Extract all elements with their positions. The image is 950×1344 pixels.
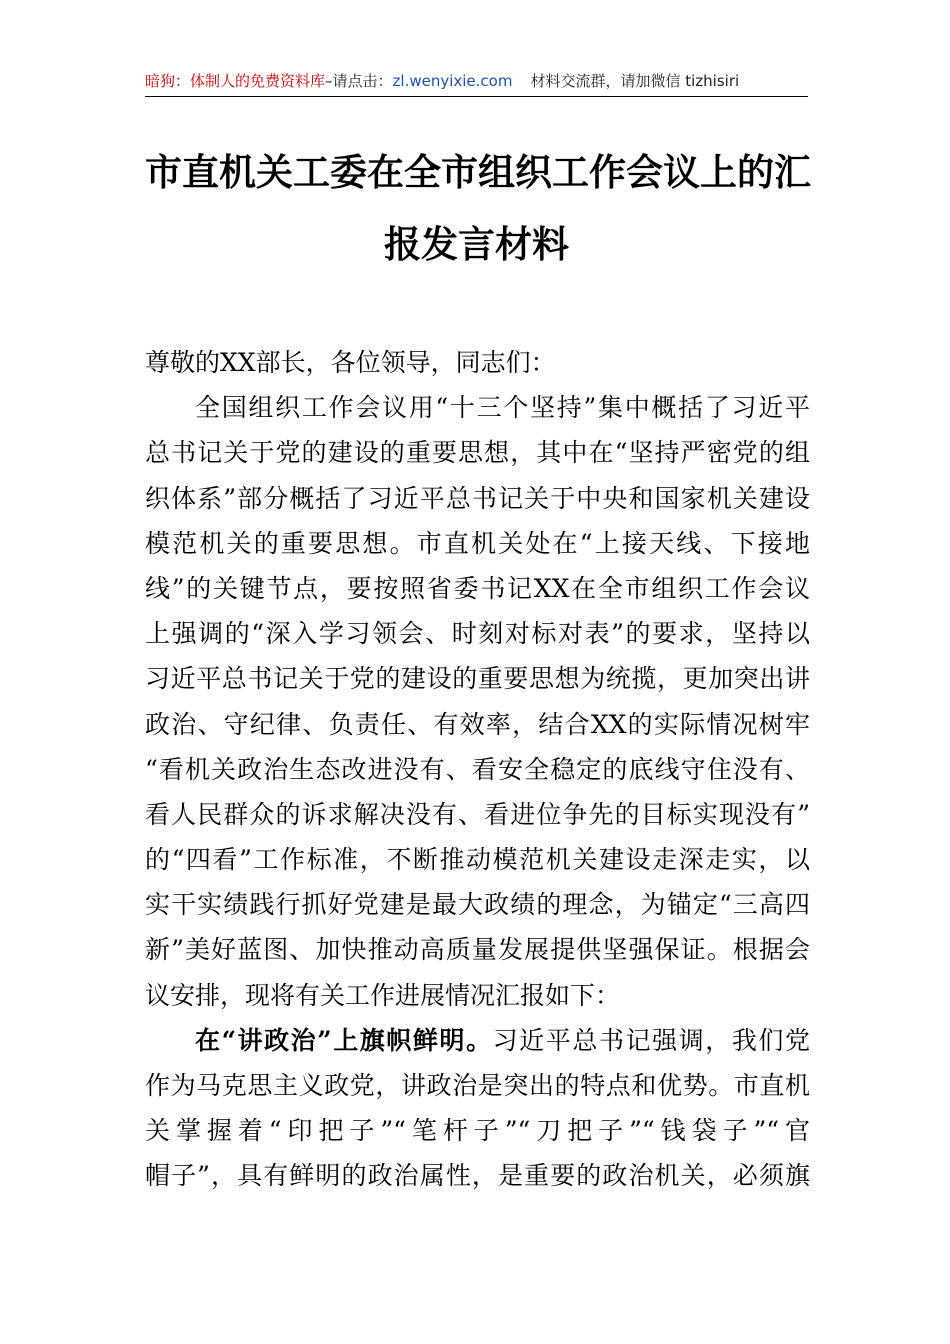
paragraph-line: 帽子”，具有鲜明的政治属性，是重要的政治机关，必须旗: [145, 1161, 810, 1191]
paragraph-line: 总书记关于党的建设的重要思想，其中在“坚持严密党的组: [145, 438, 810, 468]
paragraph-line: 上强调的“深入学习领会、时刻对标对表”的要求，坚持以: [145, 619, 810, 649]
paragraph-line: 实干实绩践行抓好党建是最大政绩的理念，为锚定“三高四: [145, 890, 810, 920]
paragraph-line: 模范机关的重要思想。市直机关处在“上接天线、下接地: [145, 528, 810, 558]
document-body: [145, 340, 810, 1199]
header-url-link[interactable]: zl.wenyixie.com: [392, 72, 513, 90]
section-heading-rest: 习近平总书记强调，我们党: [492, 1025, 810, 1055]
paragraph-line: 关掌握着“印把子”“笔杆子”“刀把子”“钱袋子”“官: [145, 1116, 810, 1146]
paragraph-line: “看机关政治生态改进没有、看安全稳定的底线守住没有、: [145, 754, 810, 784]
paragraph-line: 作为马克思主义政党，讲政治是突出的特点和优势。市直机: [145, 1071, 810, 1100]
header-group-info: 材料交流群，请加微信 tizhisiri: [530, 72, 740, 90]
paragraph-line: 新”美好蓝图、加快推动高质量发展提供坚强保证。根据会: [145, 935, 810, 965]
section-heading-line: [145, 1018, 810, 1063]
document-title-line-1: 市直机关工委在全市组织工作会议上的汇: [145, 150, 811, 194]
paragraph-line: 全国组织工作会议用“十三个坚持”集中概括了习近平: [195, 393, 810, 423]
paragraph-line: 看人民群众的诉求解决没有、看进位争先的目标实现没有”: [145, 799, 810, 829]
page-header: [145, 66, 808, 97]
salutation: 尊敬的XX部长，各位领导，同志们：: [145, 348, 556, 377]
paragraph-line: 的“四看”工作标准，不断推动模范机关建设走深走实，以: [145, 845, 810, 875]
header-site-name: 暗狗：体制人的免费资料库: [145, 72, 326, 90]
paragraph-line: 议安排，现将有关工作进展情况汇报如下：: [145, 980, 621, 1010]
paragraph-line: 织体系”部分概括了习近平总书记关于中央和国家机关建设: [145, 483, 810, 513]
section-heading: 在“讲政治”上旗帜鲜明。: [195, 1025, 493, 1055]
paragraph-line: 政治、守纪律、负责任、有效率，结合XX的实际情况树牢: [145, 709, 810, 739]
paragraph-line: 线”的关键节点，要按照省委书记XX在全市组织工作会议: [145, 573, 810, 603]
document-title-line-2: 报发言材料: [384, 222, 569, 266]
header-click-prompt: –请点击：: [325, 72, 393, 90]
paragraph-line: 习近平总书记关于党的建设的重要思想为统揽，更加突出讲: [145, 664, 810, 694]
